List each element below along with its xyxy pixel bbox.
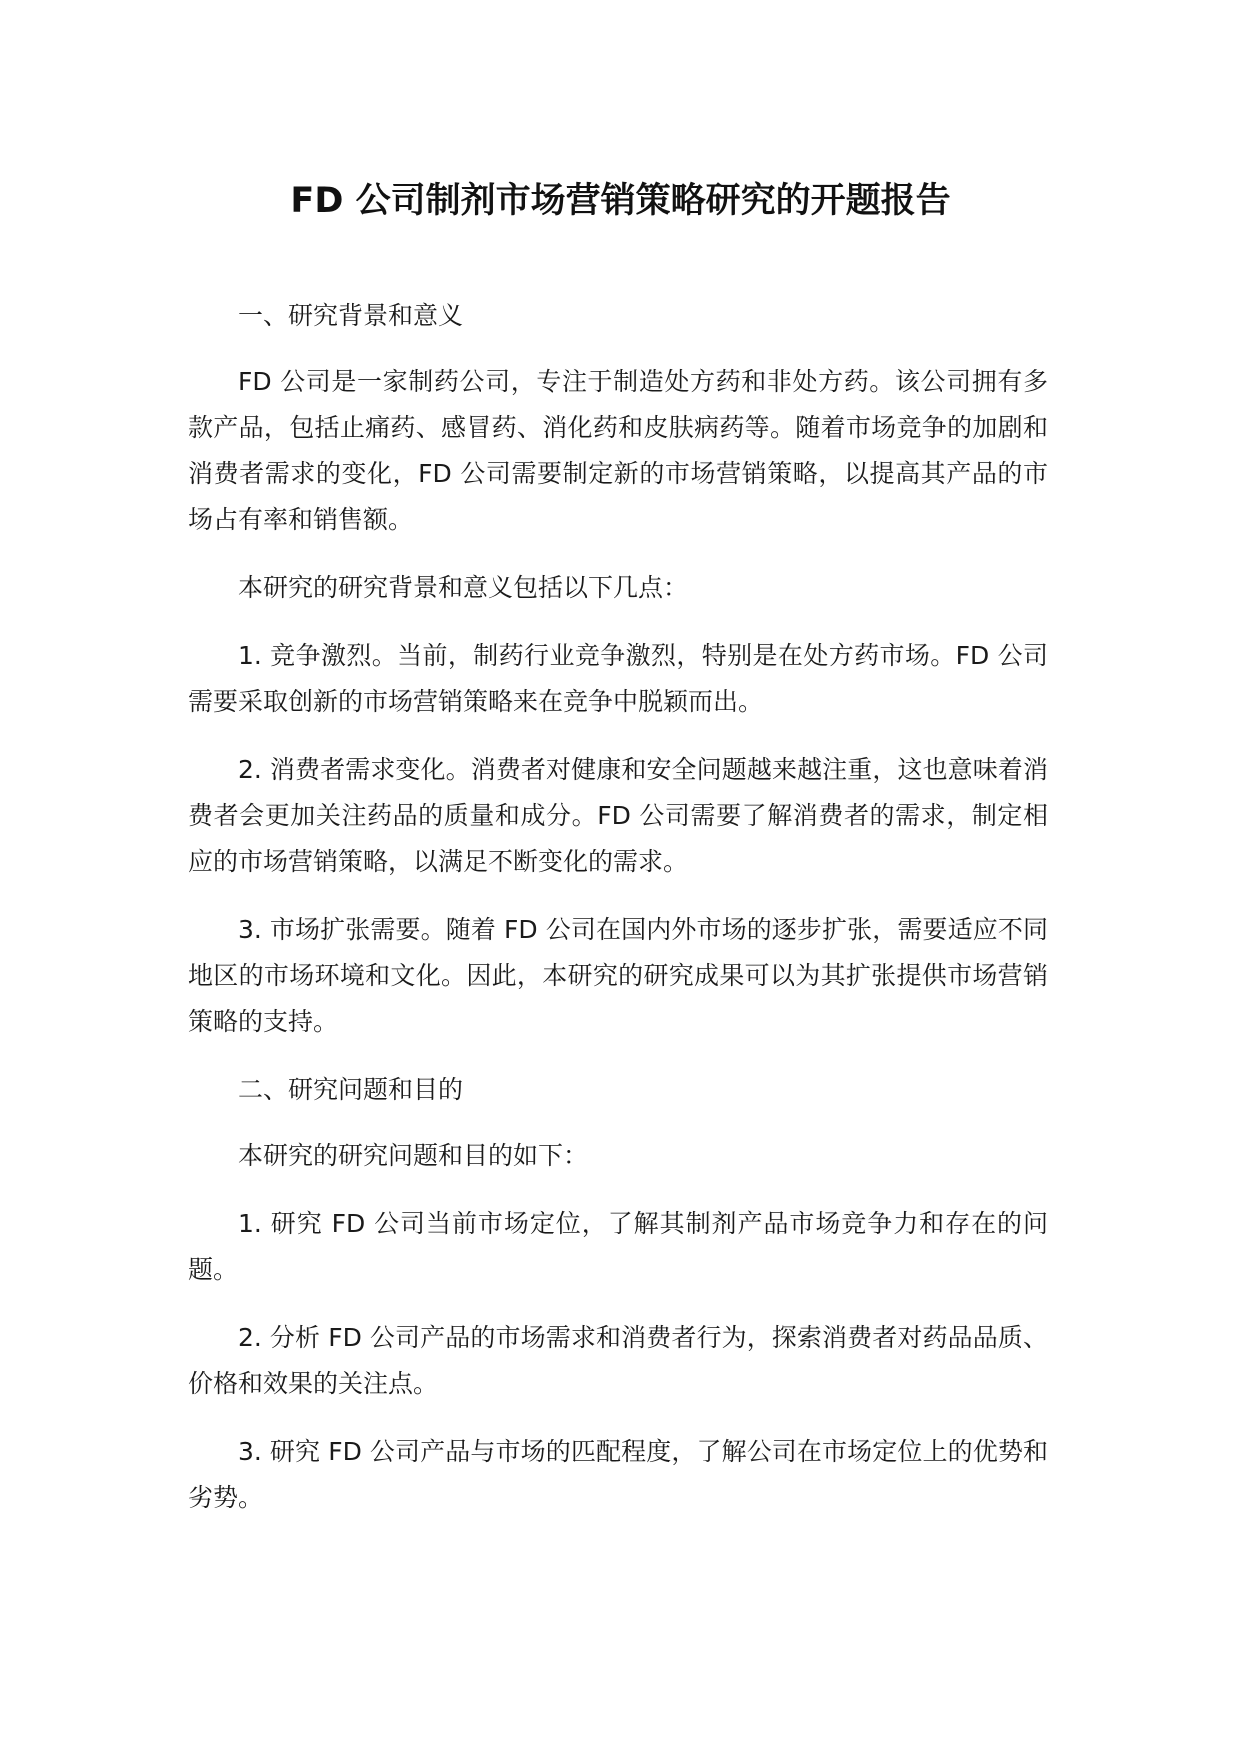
list-item-question-2: 2. 分析 FD 公司产品的市场需求和消费者行为，探索消费者对药品品质、价格和效果的关注点。: [188, 1323, 1048, 1398]
paragraph-questions-intro: 本研究的研究问题和目的如下：: [238, 1141, 589, 1170]
list-item-question-1: 1. 研究 FD 公司当前市场定位，了解其制剂产品市场竞争力和存在的问题。: [188, 1209, 1048, 1284]
paragraph-background-intro: 本研究的研究背景和意义包括以下几点：: [238, 573, 689, 602]
list-item-market-expansion: 3. 市场扩张需要。随着 FD 公司在国内外市场的逐步扩张，需要适应不同地区的市场环境和文化。因此，本研究的研究成果可以为其扩张提供市场营销策略的支持。: [188, 915, 1048, 1036]
list-item-question-3: 3. 研究 FD 公司产品与市场的匹配程度，了解公司在市场定位上的优势和劣势。: [188, 1437, 1048, 1512]
section-heading-questions: 二、研究问题和目的: [238, 1075, 464, 1104]
list-item-competition: 1. 竞争激烈。当前，制药行业竞争激烈，特别是在处方药市场。FD 公司需要采取创新的市场营销策略来在竞争中脱颖而出。: [188, 641, 1048, 716]
document-body: [188, 293, 1048, 1543]
document-title: FD 公司制剂市场营销策略研究的开题报告: [290, 181, 951, 221]
section-heading-background: 一、研究背景和意义: [238, 301, 464, 330]
list-item-consumer-demand: 2. 消费者需求变化。消费者对健康和安全问题越来越注重，这也意味着消费者会更加关注药品的质量和成分。FD 公司需要了解消费者的需求，制定相应的市场营销策略，以满足不断变化的需求。: [188, 755, 1048, 876]
paragraph-company-intro: FD 公司是一家制药公司，专注于制造处方药和非处方药。该公司拥有多款产品，包括止痛药、感冒药、消化药和皮肤病药等。随着市场竞争的加剧和消费者需求的变化，FD 公司需要制定新的市场营销策略，以提高其产品的市场占有率和销售额。: [188, 367, 1048, 534]
